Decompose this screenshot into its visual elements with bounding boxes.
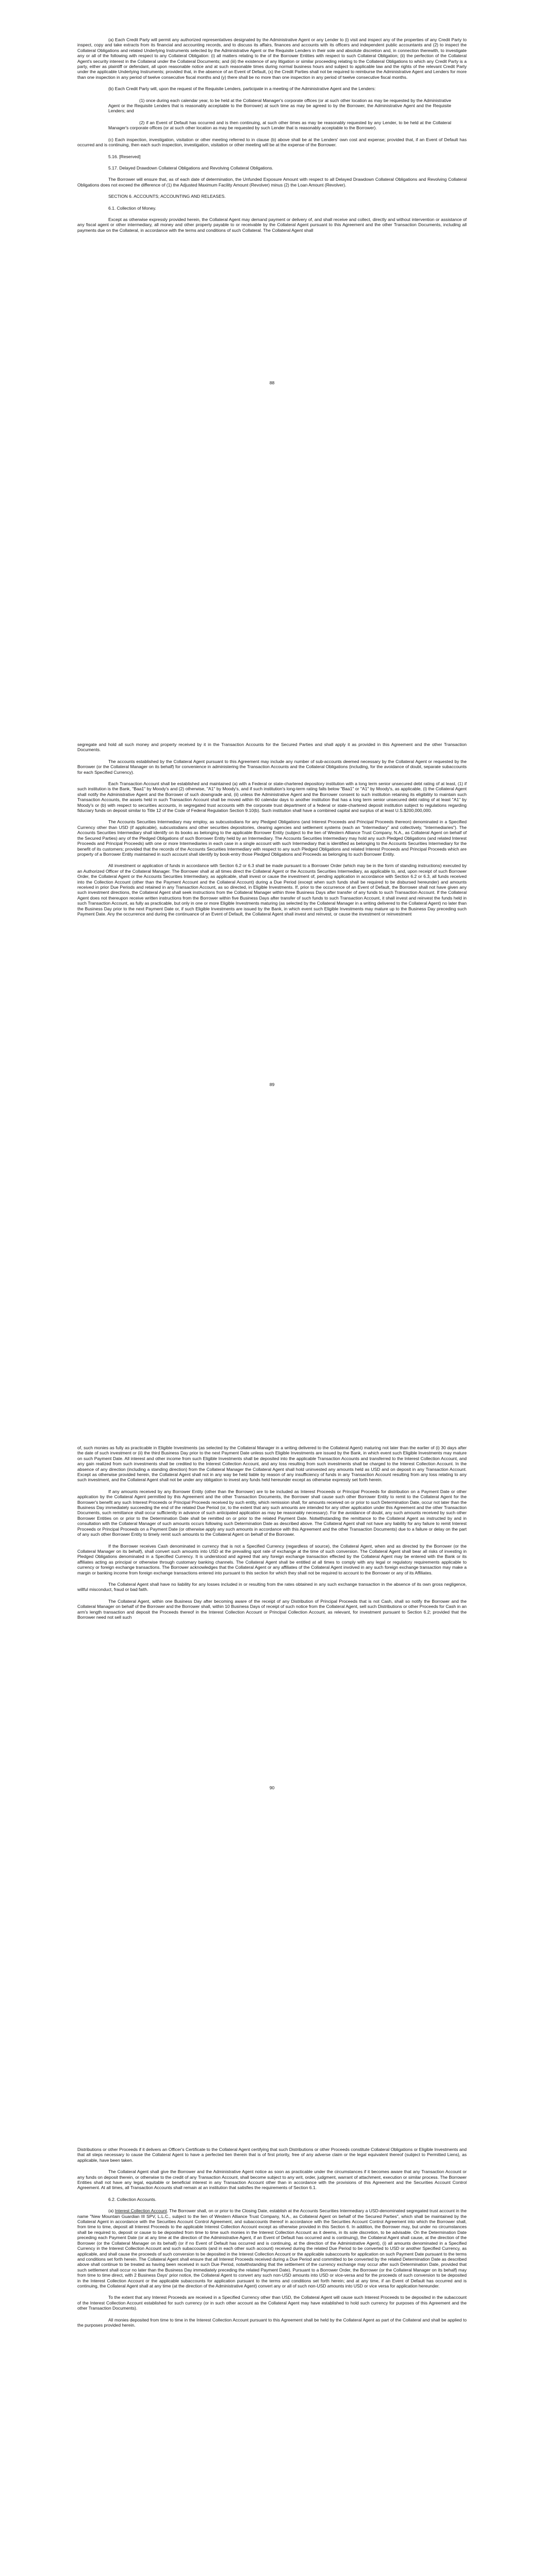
paragraph: The Accounts Securities Intermediary may employ, as subcustodians for any Pledged Obligations (and Interest Proceeds and Principal Proceeds thereon) denominated in a Specified Currency other than USD (if applicable), subcustodians and other securities depositories, clearing agencies and settlement systems (each an "Intermediary" and collectively, "Intermediaries"). The Accounts Securities Intermediary shall identify on its books as belonging to the applicable Borrower Entity (subject to the lien of Western Alliance Trust Company, N.A., as Collateral Agent on behalf of the Secured Parties) any of the Pledged Obligations of such Borrower Entity held by an Intermediary. The Accounts Securities Intermediary may hold any such Pledged Obligations (and related Interest Proceeds and Principal Proceeds) with one or more Intermediaries in each case in a single account with such Intermediary that is identified as belonging to the Accounts Securities Intermediary for the benefit of its customers; provided that the records of the Accounts Securities Intermediary with respect to any such Pledged Obligations and related Interest Proceeds and Principal Proceeds which are property of a Borrower Entity maintained in such account shall identify by book-entry those Pledged Obligations and Proceeds as belonging to such Borrower Entity. [77, 819, 467, 857]
page-90 [0, 1406, 544, 2110]
page-88 [0, 0, 544, 703]
page-number: 89 [269, 1082, 275, 1087]
paragraph: All investment or application of funds in accordance with Section 6.2 or 6.3 shall be made pursuant to a Borrower Order (which may be in the form of standing instructions) executed by an Authorized Officer of the Collateral Manager. The Borrower shall at all times direct the Collateral Agent or the Accounts Securities Intermediary, as applicable to, and, upon receipt of such Borrower Order, the Collateral Agent or the Accounts Securities Intermediary, as applicable, shall invest or cause the investment of, pending application in accordance with Section 6.2 or 6.3, all funds received into the Collection Account (other than the Payment Account and the Collateral Account) during a Due Period (except when such funds shall be required to be disbursed hereunder) and amounts received in prior Due Periods and retained in any Transaction Account, as so directed, in Eligible Investments. If, prior to the occurrence of an Event of Default, the Borrower shall not have given any such investment directions, the Collateral Agent shall seek instructions from the Collateral Manager within three Business Days after transfer of any funds to such Transaction Account. If the Collateral Agent does not thereupon receive written instructions from the Borrower within five Business Days after transfer of such funds to such Transaction Account, it shall invest and reinvest the funds held in such Transaction Account, as fully as practicable, but only in one or more Eligible Investments maturing (as selected by the Collateral Manager in a writing delivered to the Collateral Agent) no later than the Business Day prior to the next Payment Date or, if such Eligible Investments are issued by the Bank, in which event such Eligible Investments may mature up to the Business Day preceding such Payment Date. Any the occurrence and during the continuance of an Event of Default, the Collateral Agent shall invest and reinvest, or cause the investment or reinvestment [77, 863, 467, 917]
clause-label: (a) [108, 2208, 114, 2214]
paragraph: The Collateral Agent, within one Business Day after becoming aware of the receipt of any Distribution of Principal Proceeds that is not Cash, shall so notify the Borrower and the Collateral Manager on behalf of the Borrower and the Borrower shall, within 10 Business Days of receipt of such notice from the Collateral Agent, sell such Distributions or other Proceeds for Cash in an arm's length transaction and deposit the Proceeds thereof in the Interest Collection Account or Principal Collection Account, as relevant, for investment pursuant to Section 6.2; provided that the Borrower need not sell such [77, 1598, 467, 1620]
section-5-15-b2: (2) if an Event of Default has occurred and is then continuing, at such other times as may be reasonably requested by any Lender, to be held at the Collateral Manager's corporate offices (or at such other location as may be requested by such Lender that is reasonably acceptable to the Borrower). [108, 120, 451, 131]
paragraph: segregate and hold all such money and property received by it in the Transaction Accounts for the Secured Parties and shall apply it as provided in this Agreement and the other Transaction Documents. [77, 742, 467, 753]
paragraph: If any amounts received by any Borrower Entity (other than the Borrower) are to be included as Interest Proceeds or Principal Proceeds for distribution on a Payment Date or other application by the Collateral Agent permitted by this Agreement and the other Transaction Documents, the Borrower shall cause such other Borrower Entity to remit to the Collateral Agent for the Borrower's benefit any such Interest Proceeds or Principal Proceeds received by such entity, which remission shall, for amounts received on or prior to such Determination Date, occur not later than the Business Day immediately succeeding the end of the related Due Period (or, to the extent that any such amounts are intended for any other application under this Agreement and the other Transaction Documents, such remittance shall occur sufficiently in advance of such anticipated application as may be reasonably necessary). For the avoidance of doubt, any such amounts received by such other Borrower Entities on or prior to the Determination Date shall be remitted on or prior to the related Payment Date. Notwithstanding the remittance to the Collateral Agent as instructed by and in consultation with the Collateral Manager of such amounts occurs following such Determination Date as described above. The Collateral Agent shall not have any liability for any failure to remit Interest Proceeds or Principal Proceeds on a Payment Date (or otherwise apply any such amounts in accordance with this Agreement and the other Transaction Documents) due to a failure or delay on the part of any such other Borrower Entity to timely remit such amounts to the Collateral Agent on behalf of the Borrower. [77, 1488, 467, 1537]
section-5-15-b: (b) Each Credit Party will, upon the request of the Requisite Lenders, participate in a meeting of the Administrative Agent and the Lenders: [108, 86, 376, 92]
section-6-1-text: Except as otherwise expressly provided herein, the Collateral Agent may demand payment or delivery of, and shall receive and collect, directly and without intervention or assistance of any fiscal agent or other intermediary, all money and other property payable to or receivable by the Collateral Agent pursuant to this Agreement and the other Transaction Documents, including all payments due on the Collateral, in accordance with the terms and conditions of such Collateral. The Collateral Agent shall [77, 216, 467, 233]
clause-text: . The Borrower shall, on or prior to the Closing Date, establish at the Accounts Securities Intermediary a USD-denominated segregated trust account in the name "New Mountain Guardian III SPV, L.L.C., subject to the lien of Western Alliance Trust Company, N.A., as Collateral Agent on behalf of the Secured Parties", which shall be maintained by the Collateral Agent in accordance with the Securities Account Control Agreement, and subaccounts thereof in accordance with the Securities Account Control Agreement into which the Borrower shall, from time to time, deposit all Interest Proceeds to the applicable Interest Collection Account except as otherwise provided in this Section 6. In addition, the Borrower may, but under no circumstances shall be required to, deposit or cause to be deposited from time to time such monies in the Interest Collection Account as it deems, in its sole discretion, to be advisable. On the Determination Date preceding each Payment Date (or at any time at the direction of the Administrative Agent, if an Event of Default has occurred and is continuing), the Collateral Agent shall cause, at the direction of the Borrower (or the Collateral Manager on its behalf) (or if no Event of Default has occurred and is continuing, at the direction of the Administrative Agent), (i) all amounts denominated in a Specified Currency in the Interest Collection Account and such subaccounts (and in each other such account) received during the related Due Period to be converted to USD or another Specified Currency, as applicable, and shall cause the proceeds of such conversion to be deposited in the Interest Collection Account or the applicable subaccounts for application on such Payment Date pursuant to the terms and conditions set forth herein. The Collateral Agent shall ensure that all Interest Proceeds received during a Due Period and committed to be converted by the related Determination Date as described above shall continue to be treated as having been received in such Due Period, notwithstanding that the settlement of the currency exchange may occur after such Determination Date, provided that such settlement shall occur no later than the Business Day immediately preceding the related Payment Date). Pursuant to a Borrower Order, the Borrower (or the Collateral Manager on its behalf) may from time to time direct, with 2 Business Days' prior notice, the Collateral Agent to convert any such non-USD amounts into USD or vice-versa and for the proceeds of such conversion to be deposited in the Interest Collection Account or the applicable subaccounts for application pursuant to the terms and conditions set forth herein; and at any time, if an Event of Default has occurred and is continuing, the Collateral Agent shall at any time (at the direction of the Administrative Agent) convert any or all of such non-USD amounts into USD or vice versa for application hereunder. [77, 2208, 467, 2289]
section-6-1-heading: 6.1. Collection of Money. [108, 205, 156, 211]
section-5-17-text: The Borrower will ensure that, as of each date of determination, the Unfunded Exposure Amount with respect to all Delayed Drawdown Collateral Obligations and Revolving Collateral Obligations does not exceed the difference of (1) the Adjusted Maximum Facility Amount (Revolver) minus (2) the Loan Amount (Revolver). [77, 177, 467, 188]
section-6-heading: SECTION 6. ACCOUNTS; ACCOUNTING AND RELEASES. [108, 194, 226, 199]
section-5-15-a: (a) Each Credit Party will permit any authorized representatives designated by the Administrative Agent or any Lender to (i) visit and inspect any of the properties of any Credit Party to inspect, copy and take extracts from its financial and accounting records, and to discuss its affairs, finances and accounts with its officers and independent public accountants and (2) to inspect the Collateral Obligations and related Underlying Instruments selected by the Administrative Agent or the Requisite Lenders in their sole and absolute discretion and, in connection therewith, to investigate any or all of the following with respect to any Collateral Obligation: (i) all matters relating to the of the Borrower Entities with respect to such Collateral Obligation; (ii) the perfection of the Collateral Agent's security interest in the Collateral under the Collateral Documents; and (iii) the existence of any litigation or similar proceeding relating to the Collateral Obligations to which any Credit Party is a party, either as plaintiff or defendant, all upon reasonable notice and at such reasonable times during normal business hours and subject to applicable law and the rights of the relevant Credit Party under the applicable Underlying Instruments; provided that, in the absence of an Event of Default, (x) the Credit Parties shall not be required to reimburse the Administrative Agent and Lenders for more than one inspection in any period of twelve consecutive fiscal months and (y) there shall be no more than one inspection in any period of twelve consecutive fiscal months. [77, 37, 467, 80]
section-5-16-heading: 5.16. [Reserved] [108, 154, 141, 159]
paragraph: Distributions or other Proceeds if it delivers an Officer's Certificate to the Collateral Agent certifying that such Distributions or other Proceeds constitute Collateral Obligations or Eligible Investments and that all steps necessary to cause the Collateral Agent to have a perfected lien therein that is of first priority, free of any adverse claim or the legal equivalent thereof (subject to Permitted Liens), as applicable, have been taken. [77, 2147, 467, 2163]
section-5-15-c: (c) Each inspection, investigation, visitation or other meeting referred to in clause (b) above shall be at the Lenders' own cost and expense; provided that, if an Event of Default has occurred and is continuing, then each such inspection, investigation, visitation or other meeting will be at the expense of the Borrower. [77, 137, 467, 148]
paragraph: Each Transaction Account shall be established and maintained (a) with a Federal or state-chartered depository institution with a long term senior unsecured debt rating of at least, (1) if such institution is the Bank, "Baa1" by Moody's and (2) otherwise, "A1" by Moody's, and if such institution's long-term rating falls below "Baa1" or "A1" by Moody's, as applicable, (i) the Collateral Agent shall notify the Administrative Agent and the Borrower of such downgrade and, (ii) unless the Administrative Agent and the Borrower consent to such institution retaining its eligibility to maintain such Transaction Accounts, the assets held in such Transaction Account shall be moved within 60 calendar days to another institution that has a long term senior unsecured debt rating of at least "A1" by Moody's or (b) with respect to securities accounts, in segregated trust accounts with the corporate trust department of a federal or state-chartered deposit institution subject to regulations regarding fiduciary funds on deposit similar to Title 12 of the Code of Federal Regulation Section 9.10(b). Such institution shall have a combined capital and surplus of at least U.S.$200,000,000. [77, 781, 467, 814]
page-number: 90 [269, 1785, 275, 1790]
section-6-2-a [77, 2208, 467, 2289]
paragraph: If the Borrower receives Cash denominated in currency that is not a Specified Currency (regardless of source), the Collateral Agent, when and as directed by the Borrower (or the Collateral Manager on its behalf), shall convert such amounts into USD at the prevailing spot rate of exchange at the time of such conversion. The Collateral Agent shall bear all risks of investing in Pledged Obligations denominated in a Specified Currency. It is understood and agreed that any foreign exchange transaction effected by the Collateral Agent may be entered with the Bank or its affiliates acting as principal or otherwise through customary banking channels. The Collateral Agent shall be entitled at all times to comply with any legal or regulatory requirements applicable to currency or foreign exchange transactions. The Borrower acknowledges that the Collateral Agent or any affiliates of the Collateral Agent involved in any such foreign exchange transaction may make a margin or banking income from foreign exchange transactions entered into pursuant to this section for which they shall not be required to account to the Borrower or any of its Affiliates. [77, 1543, 467, 1575]
paragraph: The Collateral Agent shall have no liability for any losses included in or resulting from the rates obtained in any such exchange transaction in the absence of its own gross negligence, willful misconduct, fraud or bad faith. [77, 1581, 467, 1592]
paragraph: All monies deposited from time to time in the Interest Collection Account pursuant to this Agreement shall be held by the Collateral Agent as part of the Collateral and shall be applied to the purposes provided herein. [77, 2317, 467, 2328]
paragraph: The accounts established by the Collateral Agent pursuant to this Agreement may include any number of sub-accounts deemed necessary by the Collateral Agent or requested by the Borrower (or the Collateral Manager on its behalf) for convenience in administering the Transaction Accounts and the Collateral Obligations (including, for the avoidance of doubt, separate subaccounts for each Specified Currency). [77, 758, 467, 775]
section-6-2-heading: 6.2. Collection Accounts. [108, 2196, 157, 2202]
page-91 [0, 2110, 544, 2576]
paragraph: To the extent that any Interest Proceeds are received in a Specified Currency other than USD, the Collateral Agent will cause such Interest Proceeds to be deposited in the subaccount of the Interest Collection Account established for such currency (or in such other account as the Collateral Agent may have established to hold such currency for purposes of this Agreement and the other Transaction Documents). [77, 2295, 467, 2311]
page-number: 88 [269, 380, 275, 385]
paragraph: of, such monies as fully as practicable in Eligible Investments (as selected by the Collateral Manager in a writing delivered to the Collateral Agent) maturing not later than the earlier of (i) 30 days after the date of such investment or (ii) the third Business Day prior to the next Payment Date unless such Eligible Investments are issued by the Bank, in which event such Eligible Investments may mature on such Payment Date. All interest and other income from such Eligible Investments shall be deposited into the applicable Transaction Accounts and transferred to the Interest Collection Account, and any gain realized from such investments shall be credited to the Interest Collection Account, and any loss resulting from such investments shall be charged to the Interest Collection Account. In the absence of any direction (including a standing direction) from the Collateral Manager the Collateral Agent shall hold uninvested any amounts held as USD and on deposit in any Transaction Account. Except as otherwise provided herein, the Collateral Agent shall not in any way be held liable by reason of any insufficiency of funds in any Transaction Account resulting from any loss relating to any such investment, and the Collateral Agent shall not be under any obligation to invest any funds held hereunder except as otherwise expressly set forth herein. [77, 1445, 467, 1483]
paragraph: The Collateral Agent shall give the Borrower and the Administrative Agent notice as soon as practicable under the circumstances if it becomes aware that any Transaction Account or any funds on deposit therein, or otherwise to the credit of any Transaction Account, shall become subject to any writ, order, judgment, warrant of attachment, execution or similar process. The Borrower Entities shall not have any legal, equitable or beneficial interest in any Transaction Account other than in accordance with the provisions of this Agreement and the Securities Account Control Agreement. At all times, all Transaction Accounts shall remain at an institution that satisfies the requirements of Section 6.1. [77, 2169, 467, 2191]
section-5-15-b1: (1) once during each calendar year, to be held at the Collateral Manager's corporate offices (or at such other location as may be requested by the Administrative Agent or the Requisite Lenders that is reasonably acceptable to the Borrower) at such time as may be agreed to by the Borrower, the Administrative Agent and the Requisite Lenders; and [108, 97, 451, 114]
section-5-17-heading: 5.17. Delayed Drawdown Collateral Obligations and Revolving Collateral Obligations. [108, 165, 273, 171]
interest-collection-account-heading: Interest Collection Account [114, 2208, 167, 2214]
page-89 [0, 703, 544, 1406]
